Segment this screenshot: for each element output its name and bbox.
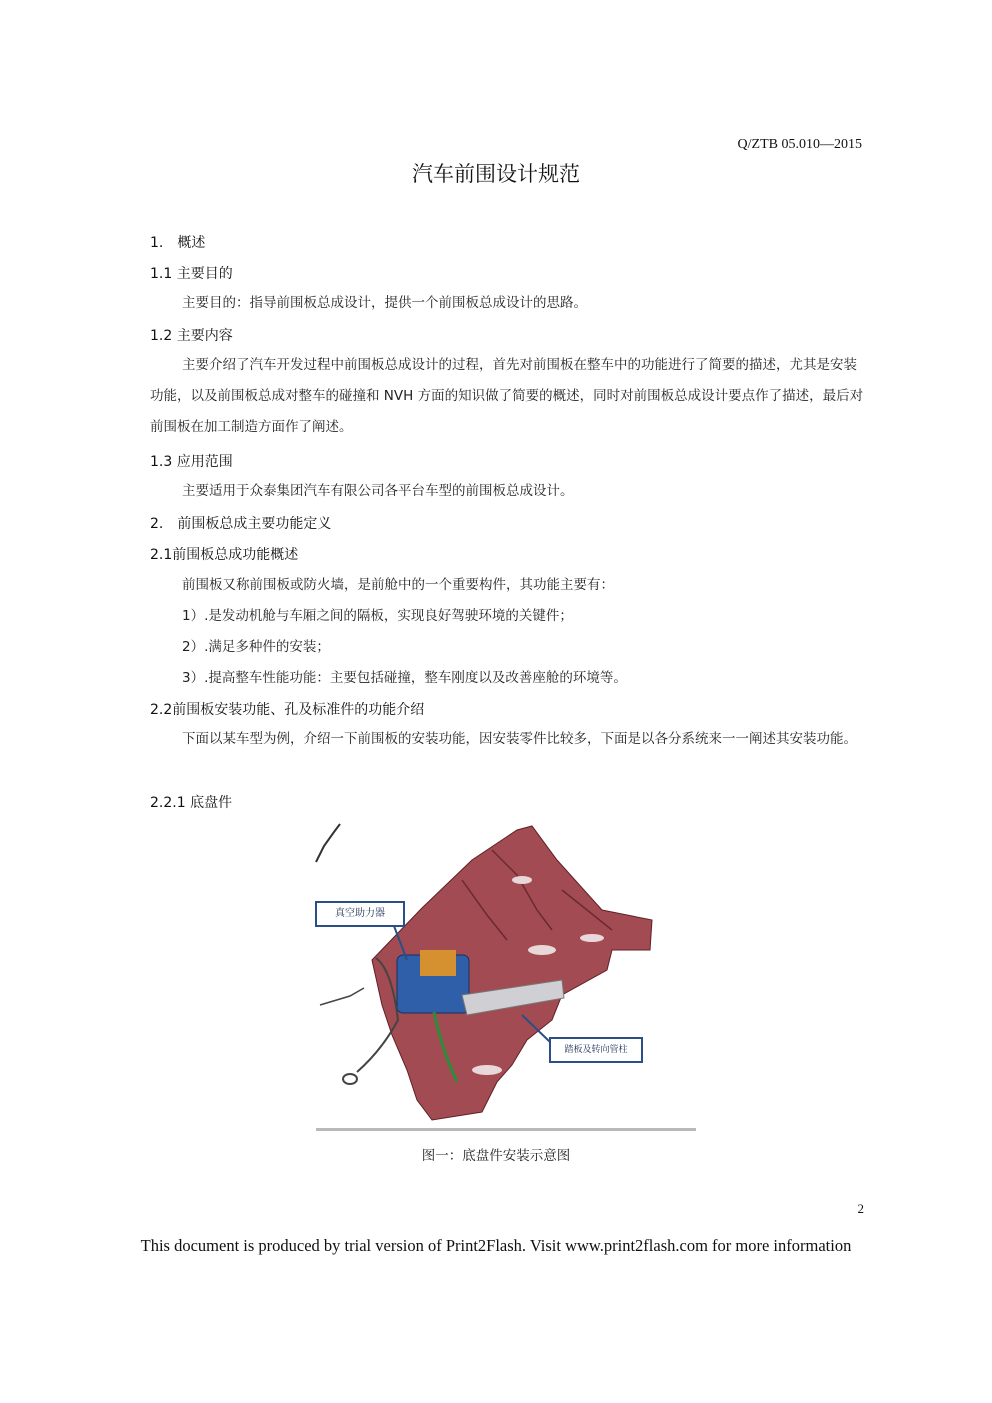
section-1-2-heading: 1.2 主要内容 — [150, 328, 233, 344]
section-1-2-text: 主要介绍了汽车开发过程中前围板总成设计的过程，首先对前围板在整车中的功能进行了简要的描述，尤其是安装功能，以及前围板总成对整车的碰撞和 NVH 方面的知识做了简要的概述，同时对前围板总成设计要点作了描述，最后对前围板在加工制造方面作了阐述。 — [150, 357, 864, 435]
brake-booster-label: 真空助力器 — [335, 908, 385, 919]
list-item: 3）.提高整车性能功能：主要包括碰撞，整车刚度以及改善座舱的环境等。 — [182, 670, 627, 686]
pedal-steering-label: 踏板及转向管柱 — [564, 1045, 628, 1055]
section-2-1-heading: 2.1前围板总成功能概述 — [150, 547, 299, 563]
section-2-2-text: 下面以某车型为例，介绍一下前围板的安装功能，因安装零件比较多，下面是以各分系统来一一阐述其安装功能。 — [182, 731, 857, 747]
trial-notice-footer: This document is produced by trial version of Print2Flash. Visit www.print2flash.com for more information — [140, 1236, 852, 1255]
figure-divider — [316, 1128, 696, 1131]
section-2-2-heading: 2.2前围板安装功能、孔及标准件的功能介绍 — [150, 702, 425, 718]
figure-caption: 图一：底盘件安装示意图 — [421, 1148, 571, 1164]
section-2-heading: 2. 前围板总成主要功能定义 — [150, 516, 332, 532]
section-1-1-heading: 1.1 主要目的 — [150, 266, 233, 282]
section-2-1-text: 前围板又称前围板或防火墙，是前舱中的一个重要构件，其功能主要有： — [182, 577, 614, 593]
document-title: 汽车前围设计规范 — [412, 162, 580, 186]
standard-number: Q/ZTB 05.010—2015 — [737, 137, 862, 152]
section-2-2-1-heading: 2.2.1 底盘件 — [150, 795, 233, 811]
chassis-installation-figure — [312, 820, 698, 1132]
section-1-heading: 1. 概述 — [150, 235, 206, 251]
page-number: 2 — [857, 1201, 864, 1216]
list-item: 1）.是发动机舱与车厢之间的隔板，实现良好驾驶环境的关键件； — [182, 608, 573, 624]
section-1-3-text: 主要适用于众泰集团汽车有限公司各平台车型的前围板总成设计。 — [182, 483, 574, 499]
list-item: 2）.满足多种件的安装； — [182, 639, 330, 655]
section-1-1-text: 主要目的：指导前围板总成设计，提供一个前围板总成设计的思路。 — [182, 295, 587, 311]
section-1-3-heading: 1.3 应用范围 — [150, 454, 233, 470]
